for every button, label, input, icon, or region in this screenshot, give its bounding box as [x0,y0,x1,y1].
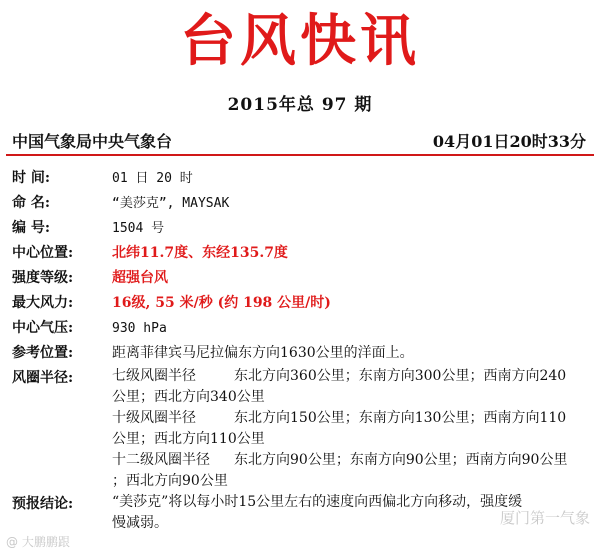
reference-row [12,341,592,366]
intensity-value: 超强台风 [112,270,168,286]
wind-radius-7-cont: 公里；西北方向340公里 [112,389,265,405]
bulletin-title: 台风快讯 [180,8,420,74]
name-value: “美莎克”, MAYSAK [112,196,230,211]
number-value: 1504 号 [112,221,165,236]
wind-radius-10 [112,408,592,429]
intensity-label: 强度等级: [12,270,74,286]
wind-radius-7 [112,366,592,387]
wind-radius-7-name: 七级风圈半径 [112,368,196,384]
center-value: 北纬11.7度、东经135.7度 [112,245,288,261]
header-divider [6,154,594,156]
wind-radius-10-cont: 公里；西北方向110公里 [112,431,265,447]
reference-value: 距离菲律宾马尼拉偏东方向1630公里的洋面上。 [112,345,414,361]
max-wind-label: 最大风力: [12,295,74,311]
issue-number: 2015年总 97 期 [227,95,373,115]
max-wind-value: 16级, 55 米/秒 (约 198 公里/时) [112,295,331,311]
watermark-left: @ 大鹏鹏跟 [6,535,70,549]
wind-radius-10-text: 东北方向150公里；东南方向130公里；西南方向110 [234,410,567,426]
watermark-right: 厦门第一气象 [499,509,590,527]
name-label: 命 名: [12,195,51,211]
wind-radius-10-name: 十级风圈半径 [112,410,196,426]
pressure-row [12,316,592,341]
number-row [12,216,592,241]
issued-time: 04月01日20时33分 [432,132,586,151]
bulletin-body [12,166,592,534]
center-label: 中心位置: [12,245,74,261]
number-label: 编 号: [12,220,51,236]
forecast-text: “美莎克”将以每小时15公里左右的速度向西偏北方向移动，强度缓 [112,494,523,510]
wind-radius-7-text: 东北方向360公里；东南方向300公里；西南方向240 [234,368,567,384]
time-label: 时 间: [12,170,51,186]
forecast-text-cont: 慢减弱。 [112,515,168,531]
time-value: 01 日 20 时 [112,171,193,186]
wind-radius-12-name: 十二级风圈半径 [112,452,210,468]
forecast-label: 预报结论: [12,496,74,512]
issuing-agency: 中国气象局中央气象台 [12,132,173,151]
time-row [12,166,592,191]
max-wind-row [12,291,592,316]
reference-label: 参考位置: [12,345,74,361]
pressure-label: 中心气压: [12,320,74,336]
wind-radius-row [12,366,592,492]
wind-radius-12-cont: ；西北方向90公里 [112,473,228,489]
pressure-value: 930 hPa [112,321,167,336]
intensity-row [12,266,592,291]
center-row [12,241,592,266]
name-row [12,191,592,216]
wind-radius-12 [112,450,592,471]
wind-radius-12-text: 东北方向90公里；东南方向90公里；西南方向90公里 [234,452,568,468]
wind-radius-label: 风圈半径: [12,370,74,386]
wind-radius-list [112,366,592,492]
